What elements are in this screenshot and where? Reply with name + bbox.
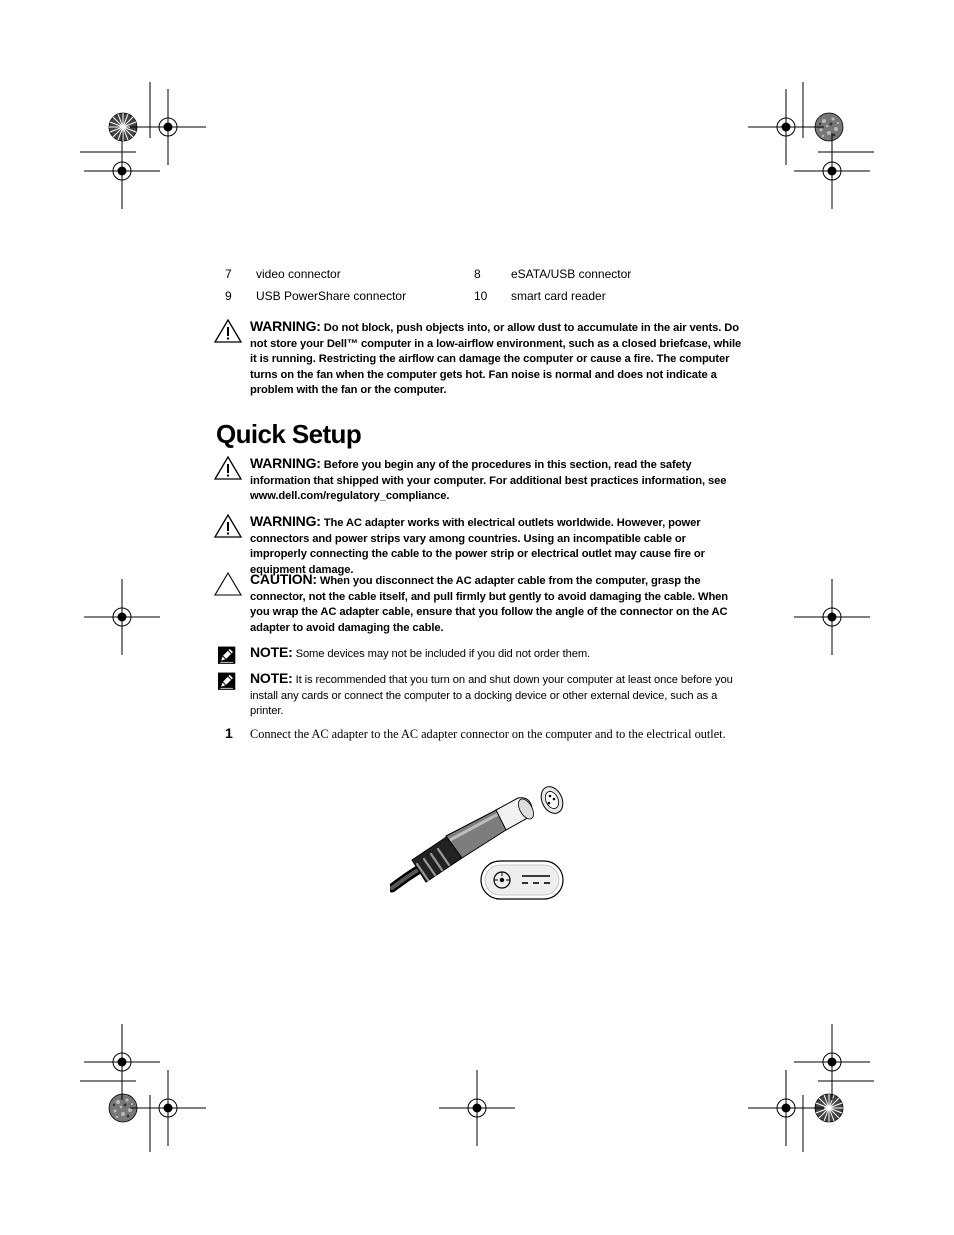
notice-label: NOTE: bbox=[250, 644, 293, 660]
notice-body bbox=[250, 671, 742, 720]
notice-label: WARNING: bbox=[250, 513, 321, 529]
legend-row bbox=[0, 288, 954, 304]
notice-text: It is recommended that you turn on and shut down your computer at least once before you install any cards or connect the computer to a docking device or other external device, such as a printer. bbox=[250, 674, 733, 718]
notice-label: CAUTION: bbox=[250, 571, 317, 587]
legend-label: video connector bbox=[256, 267, 341, 281]
notice-text: Before you begin any of the procedures in this section, read the safety information that shipped with your computer. For additional best practices information, see www.dell.com/regulatory_compliance. bbox=[250, 459, 727, 503]
legend-number: 10 bbox=[474, 289, 488, 303]
legend-label: smart card reader bbox=[511, 289, 606, 303]
note-notice bbox=[214, 671, 742, 723]
legend-number: 8 bbox=[474, 267, 481, 281]
notice-label: WARNING: bbox=[250, 455, 321, 471]
step-text: Connect the AC adapter to the AC adapter connector on the computer and to the electrical outlet. bbox=[250, 727, 726, 741]
caution-icon bbox=[214, 572, 242, 596]
notice-text: Do not block, push objects into, or allow dust to accumulate in the air vents. Do not store your Dell™ computer in a low-airflow environment, such as a closed briefcase, while it is running. Restricting the airflow can damage the computer or cause a fire. The computer turns on the fan when the computer gets hot. Fan noise is normal and does not indicate a problem with the fan or the computer. bbox=[250, 322, 742, 397]
notice-label: WARNING: bbox=[250, 318, 321, 334]
page-title: Quick Setup bbox=[216, 419, 362, 449]
notice-body bbox=[250, 319, 742, 399]
ac-adapter-illustration bbox=[390, 778, 570, 906]
notice-text: The AC adapter works with electrical outlets worldwide. However, power connectors and power strips vary among countries. Using an incompatible cable or improperly connecting the cable to the power strip or electrical outlet may cause fire or equipment damage. bbox=[250, 517, 705, 576]
legend-number: 9 bbox=[225, 289, 232, 303]
notice-text: When you disconnect the AC adapter cable from the computer, grasp the connector, not the cable itself, and pull firmly but gently to avoid damaging the cable. When you wrap the AC adapter cable, ensure that you follow the angle of the connector on the AC adapter to avoid damaging the cable. bbox=[250, 575, 729, 634]
legend-number: 7 bbox=[225, 267, 232, 281]
notice-text: Some devices may not be included if you did not order them. bbox=[295, 648, 591, 660]
warning-notice bbox=[214, 513, 742, 576]
legend-label: eSATA/USB connector bbox=[511, 267, 632, 281]
note-icon bbox=[218, 645, 240, 667]
warning-notice bbox=[214, 456, 742, 508]
notice-body bbox=[250, 456, 742, 505]
warning-icon bbox=[214, 456, 242, 480]
notice-body bbox=[250, 572, 742, 636]
caution-notice bbox=[214, 572, 742, 640]
notice-body bbox=[250, 514, 742, 578]
warning-notice bbox=[214, 319, 742, 403]
step-number: 1 bbox=[225, 725, 233, 741]
notice-body bbox=[250, 645, 742, 663]
note-notice bbox=[214, 645, 742, 667]
legend-label: USB PowerShare connector bbox=[256, 289, 407, 303]
notice-label: NOTE: bbox=[250, 670, 293, 686]
note-icon bbox=[218, 671, 240, 693]
legend-row bbox=[0, 266, 954, 282]
warning-icon bbox=[214, 514, 242, 538]
warning-icon bbox=[214, 319, 242, 343]
